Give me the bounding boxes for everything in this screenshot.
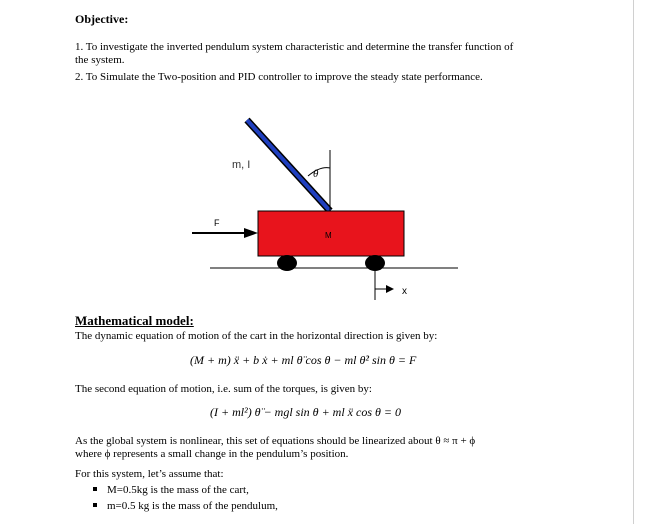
equation-torque: (I + ml²) θ̈ − mgl sin θ + ml ẍ cos θ = 0 bbox=[210, 405, 401, 419]
position-x-label: x bbox=[402, 286, 407, 297]
theta-label: θ bbox=[313, 168, 319, 180]
math-intro-text: The dynamic equation of motion of the cart in the horizontal direction is given by: bbox=[75, 330, 438, 342]
list-item-text: m=0.5 kg is the mass of the pendulum, bbox=[107, 500, 278, 512]
assumptions-intro: For this system, let’s assume that: bbox=[75, 468, 224, 480]
linearization-note: As the global system is nonlinear, this set of equations should be linearized about θ ≈ π + ϕ bbox=[75, 435, 476, 447]
left-wheel bbox=[277, 255, 297, 271]
bullet-icon bbox=[93, 487, 97, 491]
right-wheel bbox=[365, 255, 385, 271]
force-arrow-head bbox=[244, 228, 258, 238]
objective-item-1-line-1: 1. To investigate the inverted pendulum system characteristic and determine the transfer function of bbox=[75, 41, 514, 53]
page-edge-divider bbox=[633, 0, 634, 524]
list-item bbox=[93, 484, 249, 497]
pendulum-rod bbox=[247, 120, 330, 211]
objective-item-1-line-2: the system. bbox=[75, 54, 125, 66]
objective-item-2: 2. To Simulate the Two-position and PID controller to improve the steady state performance. bbox=[75, 71, 483, 83]
theta-arc bbox=[308, 168, 330, 176]
inverted-pendulum-diagram bbox=[180, 108, 470, 303]
list-item bbox=[93, 500, 278, 513]
position-arrow-head bbox=[386, 285, 394, 293]
equation-cart-motion: (M + m) ẍ + b ẋ + ml θ̈ cos θ − ml θ̇² sin θ = F bbox=[190, 353, 417, 367]
mass-inertia-label: m, I bbox=[232, 159, 251, 171]
math-model-heading: Mathematical model: bbox=[75, 313, 194, 328]
objective-heading: Objective: bbox=[75, 12, 129, 26]
force-label: F bbox=[214, 218, 220, 228]
second-equation-intro: The second equation of motion, i.e. sum of the torques, is given by: bbox=[75, 383, 372, 395]
phi-definition: where ϕ represents a small change in the pendulum’s position. bbox=[75, 448, 349, 460]
list-item-text: M=0.5kg is the mass of the cart, bbox=[107, 484, 249, 496]
bullet-icon bbox=[93, 503, 97, 507]
cart-label: M bbox=[325, 231, 332, 240]
